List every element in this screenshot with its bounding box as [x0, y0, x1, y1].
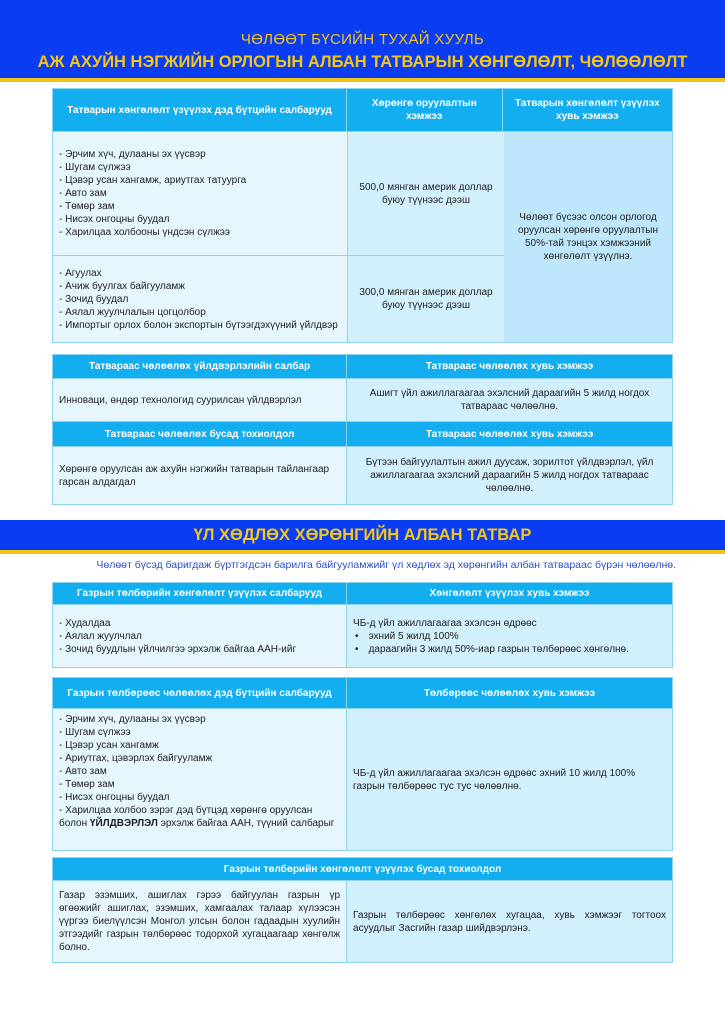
list-item: - Нисэх онгоцны буудал: [59, 214, 170, 225]
land-fee-exemption-table: [52, 677, 673, 851]
sectors-cell: [53, 132, 348, 256]
col-header: Газрын төлбөрөөс чөлөөлөх дэд бүтцийн салбарууд: [53, 678, 347, 709]
col-header: Хөрөнгө оруулалтын хэмжээ: [347, 89, 503, 132]
col-header: Газрын төлбөрийн хөнгөлөлт үзүүлэх салбарууд: [53, 583, 347, 605]
list-item: - Төмөр зам: [59, 201, 115, 212]
list-item: - Цэвэр усан хангамж: [59, 740, 159, 751]
law-title: ЧӨЛӨӨТ БҮСИЙН ТУХАЙ ХУУЛЬ: [240, 31, 485, 48]
cell: Бүтээн байгуулалтын ажил дуусаж, зорилтот үйлдвэрлэл, үйл ажиллагаагаа эхэлсний дараагийн 5 жилд ногдох татвараас чөлөөлнө.: [347, 447, 672, 504]
list-item: - Зочид буудал: [59, 293, 129, 305]
list-item: - Нисэх онгоцны буудал: [59, 792, 170, 803]
rate-cell: ЧБ-д үйл ажиллагаагаа эхэлсэн өдрөөс эхний 10 жилд 100% газрын төлбөрөөс тус тус чөлөөлнө.: [347, 709, 672, 850]
list-item: - Аялал жуулчлал: [59, 630, 142, 642]
amount-cell: 500,0 мянган америк доллар буюу түүнээс дээш: [348, 132, 504, 256]
rate-cell: Чөлөөт бүсээс олсон орлогод оруулсан хөрөнгө оруулалтын 50%-тай тэнцэх хэмжээний хөнгөлөлт үзүүлнэ.: [504, 132, 672, 342]
list-item: - Ачиж буулгах байгууламж: [59, 280, 185, 292]
col-header: Татвараас чөлөөлөх хувь хэмжээ: [347, 422, 672, 447]
col-header: Хөнгөлөлт үзүүлэх хувь хэмжээ: [347, 583, 672, 605]
cell: Газрын төлбөрөөс хөнгөлөх хугацаа, хувь хэмжээг тогтоох асуудлыг Засгийн газар шийдвэрлэнэ.: [347, 881, 672, 962]
cell: Ашигт үйл ажиллагаагаа эхэлсний дараагийн 5 жилд ногдох татвараас чөлөөлнө.: [347, 379, 672, 422]
tax-exemption-table: [52, 354, 673, 505]
income-tax-discount-table: [52, 88, 673, 343]
list-item: - Импортыг орлох болон экспортын бүтээгдэхүүний үйлдвэр: [59, 319, 338, 331]
land-fee-other-cases-table: [52, 857, 673, 963]
col-header: Татвараас чөлөөлөх үйлдвэрлэлийн салбар: [53, 355, 347, 379]
rate-lead: ЧБ-д үйл ажиллагаагаа эхэлсэн өдрөөс: [353, 617, 537, 629]
sectors-cell: [53, 709, 347, 850]
list-item: - Авто зам: [59, 188, 107, 199]
list-item: • дараагийн 3 жилд 50%-иар газрын төлбөрөөс хөнгөлнө.: [353, 643, 629, 656]
list-item: - Төмөр зам: [59, 779, 115, 790]
land-fee-discount-table: [52, 582, 673, 668]
cell: Газар эзэмших, ашиглах гэрээ байгуулан газрын үр өгөөжийг ашиглах, эзэмших, хамгаалах талаар хүлээсэн үүргээ биелүүлсэн Монгол улсын болон гадаадын хуулийн этгээдийг газрын төлбөрөөс тодорхой хугацаагаар хөнгөлж болно.: [53, 881, 347, 962]
col-header: Татвараас чөлөөлөх бусад тохиолдол: [53, 422, 347, 447]
list-item: • эхний 5 жилд 100%: [353, 630, 629, 643]
rate-cell: [347, 605, 672, 667]
sectors-cell: [53, 256, 348, 342]
page-title: АЖ АХУЙН НЭГЖИЙН ОРЛОГЫН АЛБАН ТАТВАРЫН ХӨНГӨЛӨЛТ, ЧӨЛӨӨЛӨЛТ: [37, 53, 688, 71]
col-header: Татварын хөнгөлөлт үзүүлэх хувь хэмжээ: [503, 89, 672, 132]
sectors-cell: [53, 605, 347, 667]
col-header: Газрын төлбөрийн хөнгөлөлт үзүүлэх бусад тохиолдол: [53, 858, 672, 881]
list-item: - Эрчим хүч, дулааны эх үүсвэр: [59, 149, 206, 160]
cell: Инноваци, өндөр технологид суурилсан үйлдвэрлэл: [53, 379, 347, 422]
list-item: - Харилцаа холбооны үндсэн сүлжээ: [59, 227, 230, 238]
section-note: Чөлөөт бүсэд баригдаж бүртгэгдсэн барилга байгууламжийг үл хөдлөх эд хөрөнгийн албан татвараас бүрэн чөлөөлнө.: [96, 559, 676, 571]
list-item: - Агуулах: [59, 267, 102, 279]
list-item: - Худалдаа: [59, 617, 111, 629]
amount-cell: 300,0 мянган америк доллар буюу түүнээс дээш: [348, 256, 504, 342]
list-item: - Авто зам: [59, 766, 107, 777]
list-item: - Шугам сүлжээ: [59, 727, 131, 738]
list-item: - Аялал жуулчлалын цогцолбор: [59, 306, 206, 318]
section-title: ҮЛ ХӨДЛӨХ ХӨРӨНГИЙН АЛБАН ТАТВАР: [0, 520, 725, 554]
col-header: Төлбөрөөс чөлөөлөх хувь хэмжээ: [347, 678, 672, 709]
col-header: Татварын хөнгөлөлт үзүүлэх дэд бүтцийн салбарууд: [53, 89, 347, 132]
cell: Хөрөнгө оруулсан аж ахуйн нэгжийн татварын тайлангаар гарсан алдагдал: [53, 447, 347, 504]
list-item: - Шугам сүлжээ: [59, 162, 131, 173]
sector-item: - Харилцаа холбоо зэрэг дэд бүтцэд хөрөнгө оруулсан болон ҮЙЛДВЭРЛЭЛ эрхэлж байгаа ААН, түүний салбарыг: [59, 805, 335, 829]
list-item: - Ариутгах, цэвэрлэх байгууламж: [59, 753, 213, 764]
list-item: - Цэвэр усан хангамж, ариутгах татуурга: [59, 175, 247, 186]
header-band: [0, 0, 725, 82]
list-item: - Зочид буудлын үйлчилгээ эрхэлж байгаа ААН-ийг: [59, 643, 297, 655]
col-header: Татвараас чөлөөлөх хувь хэмжээ: [347, 355, 672, 379]
list-item: - Эрчим хүч, дулааны эх үүсвэр: [59, 714, 206, 725]
